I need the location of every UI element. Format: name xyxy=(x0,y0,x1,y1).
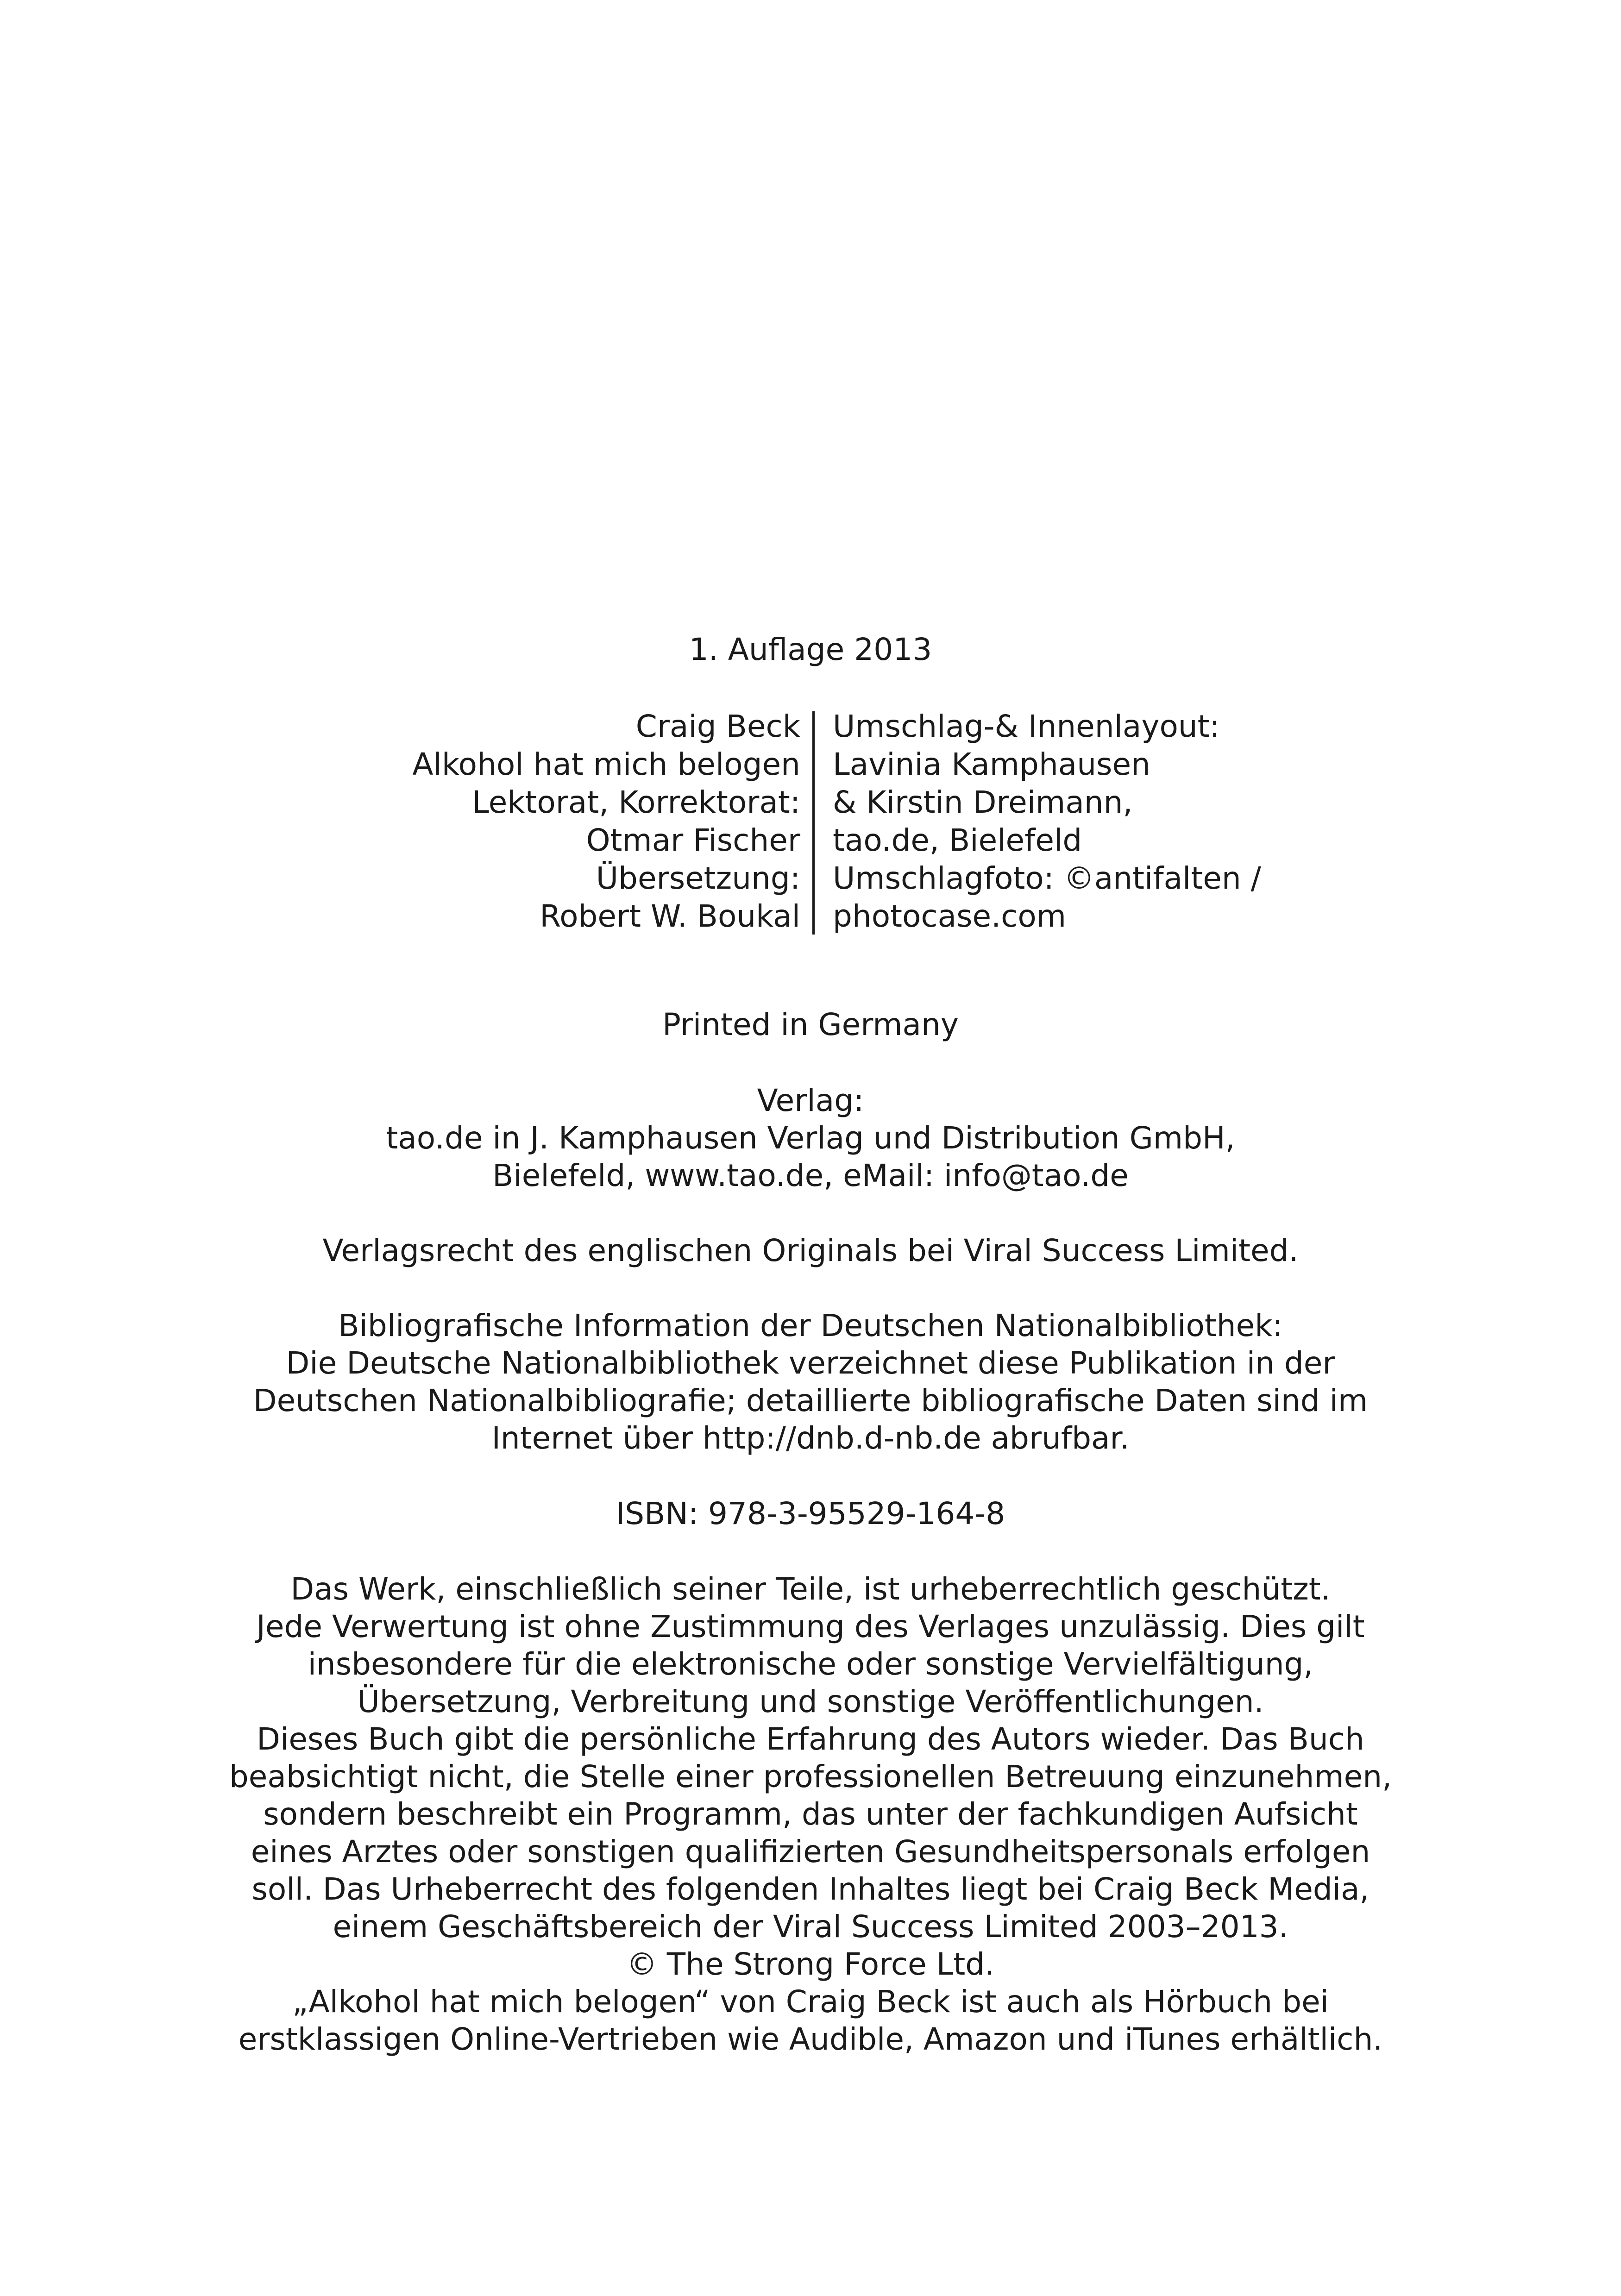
printed-in-line: Printed in Germany xyxy=(662,1007,959,1042)
legal-line: beabsichtigt nicht, die Stelle einer professionellen Betreuung einzunehmen, xyxy=(229,1759,1392,1794)
credit-line: Robert W. Boukal xyxy=(540,898,800,934)
legal-line: Dieses Buch gibt die persönliche Erfahrung des Autors wieder. Das Buch xyxy=(257,1721,1364,1757)
bibliography-line: Bibliografische Information der Deutschen Nationalbibliothek: xyxy=(338,1308,1283,1343)
bibliography-line: Deutschen Nationalbibliografie; detaillierte bibliografische Daten sind im xyxy=(253,1383,1368,1418)
publisher-line: Bielefeld, www.tao.de, eMail: info@tao.de xyxy=(492,1158,1129,1193)
credit-line: Umschlag-& Innenlayout: xyxy=(833,709,1220,744)
legal-line: Das Werk, einschließlich seiner Teile, ist urheberrechtlich geschützt. xyxy=(290,1571,1331,1607)
legal-line: erstklassigen Online-Vertrieben wie Audible, Amazon und iTunes erhältlich. xyxy=(238,2021,1383,2057)
credit-line: photocase.com xyxy=(833,898,1067,934)
legal-line: „Alkohol hat mich belogen“ von Craig Beck ist auch als Hörbuch bei xyxy=(292,1984,1329,2020)
legal-line: Übersetzung, Verbreitung und sonstige Veröffentlichungen. xyxy=(357,1684,1264,1719)
copyright-line: © The Strong Force Ltd. xyxy=(626,1946,995,1982)
legal-line: eines Arztes oder sonstigen qualifizierten Gesundheitspersonals erfolgen xyxy=(251,1834,1370,1869)
publisher-label: Verlag: xyxy=(757,1083,864,1118)
credit-line: Lektorat, Korrektorat: xyxy=(472,784,800,820)
publisher-block xyxy=(0,1082,1621,1194)
credit-line: & Kirstin Dreimann, xyxy=(833,784,1133,820)
credits-divider xyxy=(812,711,815,935)
credits-right-column xyxy=(833,708,1261,935)
publisher-line: tao.de in J. Kamphausen Verlag und Distribution GmbH, xyxy=(386,1120,1235,1156)
legal-line: einem Geschäftsbereich der Viral Success Limited 2003–2013. xyxy=(333,1909,1288,1945)
legal-notice-block xyxy=(0,1570,1621,2058)
legal-line: soll. Das Urheberrecht des folgenden Inhaltes liegt bei Craig Beck Media, xyxy=(251,1871,1370,1907)
legal-line: sondern beschreibt ein Programm, das unter der fachkundigen Aufsicht xyxy=(263,1796,1358,1832)
credit-line: Otmar Fischer xyxy=(586,822,800,858)
rights-line: Verlagsrecht des englischen Originals bei Viral Success Limited. xyxy=(322,1233,1299,1268)
credit-line: Lavinia Kamphausen xyxy=(833,747,1150,782)
legal-line: insbesondere für die elektronische oder sonstige Vervielfältigung, xyxy=(308,1646,1313,1682)
bibliography-line: Internet über http://dnb.d-nb.de abrufbar. xyxy=(491,1420,1130,1456)
edition-line: 1. Auflage 2013 xyxy=(689,632,932,667)
credits-left-column xyxy=(412,708,800,935)
bibliography-block xyxy=(0,1307,1621,1457)
credit-line: Alkohol hat mich belogen xyxy=(412,747,800,782)
bibliography-line: Die Deutsche Nationalbibliothek verzeichnet diese Publikation in der xyxy=(286,1345,1335,1381)
credits-section xyxy=(0,708,1621,939)
credit-line: tao.de, Bielefeld xyxy=(833,822,1082,858)
credit-line: Übersetzung: xyxy=(596,860,800,896)
legal-line: Jede Verwertung ist ohne Zustimmung des Verlages unzulässig. Dies gilt xyxy=(256,1609,1365,1644)
credit-line: Umschlagfoto: ©antifalten / xyxy=(833,860,1261,896)
isbn-line: ISBN: 978-3-95529-164-8 xyxy=(616,1496,1005,1531)
credit-line: Craig Beck xyxy=(635,709,800,744)
